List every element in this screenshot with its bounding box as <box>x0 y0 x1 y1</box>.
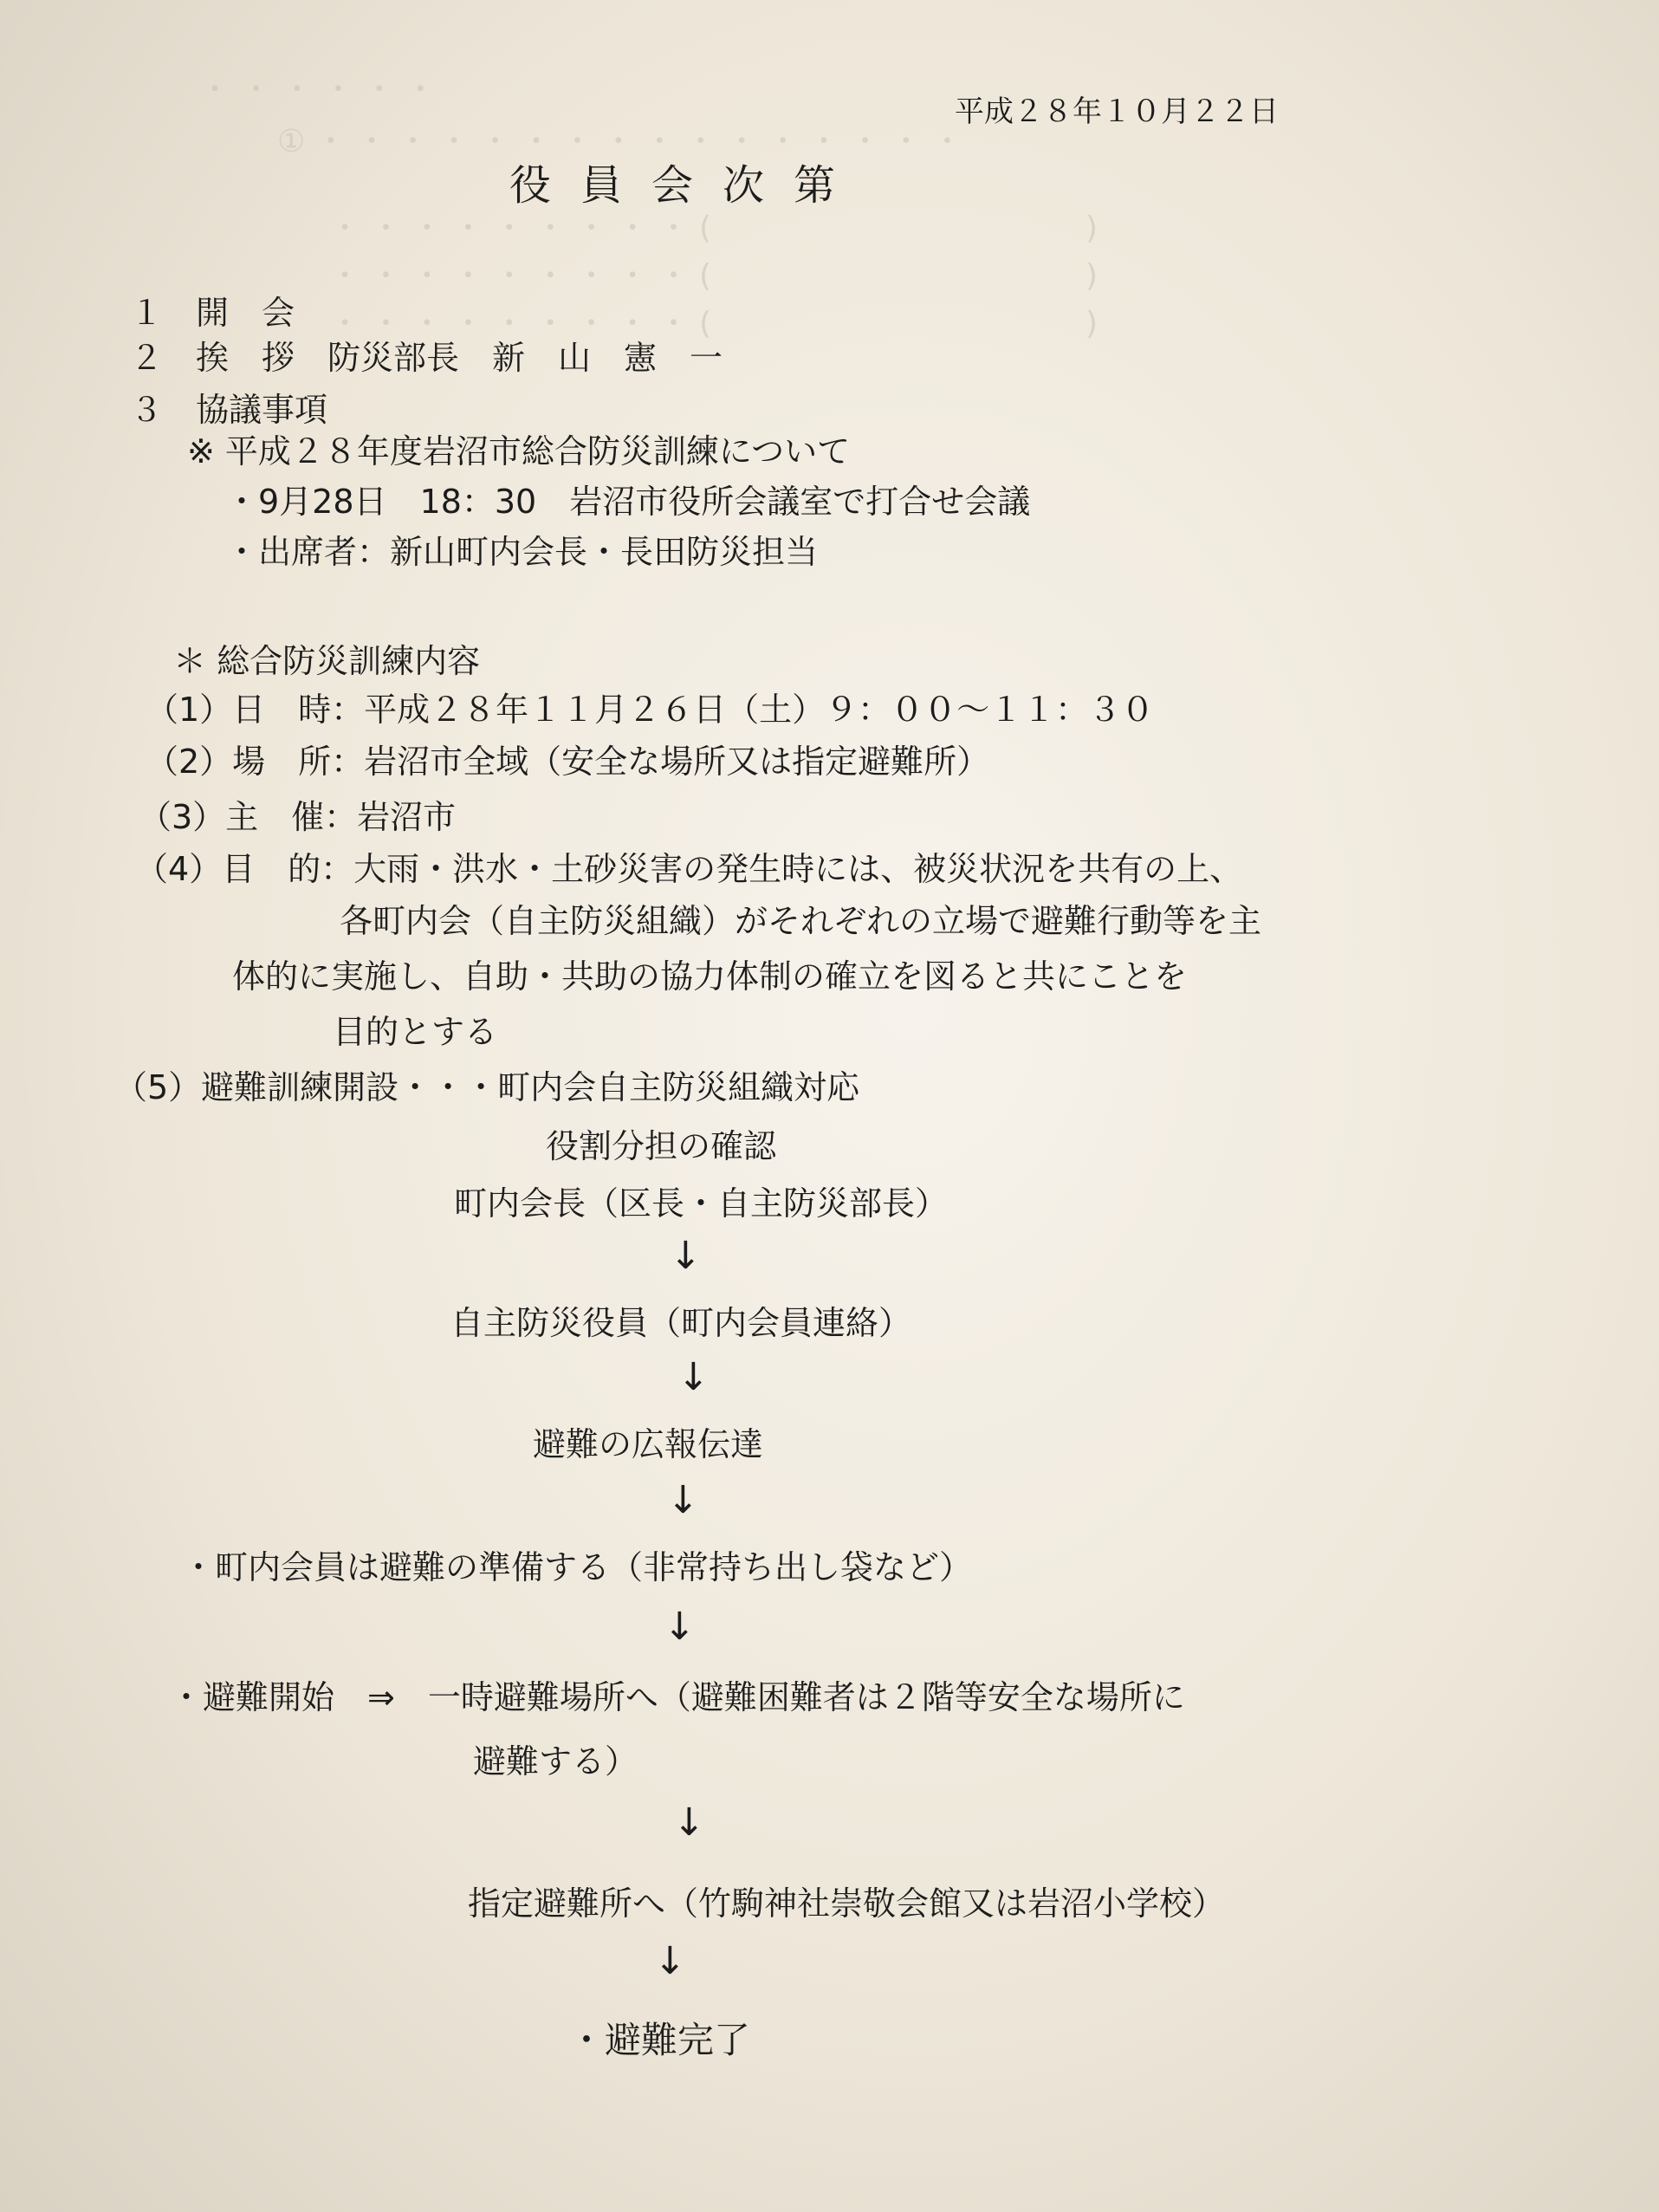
drill-place: （2）場 所：岩沼市全域（安全な場所又は指定避難所） <box>146 743 990 781</box>
flow-step-officers: 自主防災役員（町内会員連絡） <box>450 1304 912 1342</box>
flow-arrow-icon: ↓ <box>677 1355 710 1399</box>
bleed-through-text: ・ ・ ・ ・ ・ ・ ・ ・ ・ ( ) <box>329 258 1098 294</box>
flow-step-designated-shelter: 指定避難所へ（竹駒神社崇敬会館又は岩沼小学校） <box>468 1884 1226 1923</box>
drill-purpose-line1: （4）目 的：大雨・洪水・土砂災害の発生時には、被災状況を共有の上、 <box>135 850 1243 888</box>
drill-purpose-line2: 各町内会（自主防災組織）がそれぞれの立場で避難行動等を主 <box>340 902 1262 940</box>
document-date: 平成２８年１０月２２日 <box>955 94 1279 129</box>
flow-arrow-icon: ↓ <box>673 1800 705 1845</box>
bleed-through-text: ・ ・ ・ ・ ・ ・ ・ ・ ・ ( ) <box>329 306 1098 341</box>
agenda-item-discussion: ３ 協議事項 <box>130 391 328 429</box>
bleed-through-text: ① ・ ・ ・ ・ ・ ・ ・ ・ ・ ・ ・ ・ ・ ・ ・ ・ <box>277 124 963 159</box>
drill-heading: ＊ 総合防災訓練内容 <box>173 642 481 680</box>
agenda-item-opening: １ 開 会 <box>130 294 295 332</box>
flow-step-prepare: ・町内会員は避難の準備する（非常持ち出し袋など） <box>182 1548 973 1586</box>
drill-datetime: （1）日 時：平成２８年１１月２６日（土）９：００～１１：３０ <box>146 691 1155 729</box>
attendees-info: ・出席者：新山町内会長・長田防災担当 <box>225 533 819 571</box>
flow-step-complete: ・避難完了 <box>568 2019 751 2061</box>
flow-step-start-cont: 避難する） <box>473 1742 638 1781</box>
flow-arrow-icon: ↓ <box>664 1605 696 1649</box>
drill-host: （3）主 催：岩沼市 <box>139 798 457 836</box>
drill-evacuation-setup: （5）避難訓練開設・・・町内会自主防災組織対応 <box>114 1068 860 1106</box>
flow-roles-heading: 役割分担の確認 <box>546 1127 777 1165</box>
flow-arrow-icon: ↓ <box>654 1939 686 1983</box>
flow-arrow-icon: ↓ <box>670 1234 702 1278</box>
bleed-through-text: ・ ・ ・ ・ ・ ・ <box>199 72 437 107</box>
meeting-info: ・9月28日 18：30 岩沼市役所会議室で打合せ会議 <box>225 483 1031 521</box>
flow-arrow-icon: ↓ <box>667 1478 699 1522</box>
bleed-through-text: ・ ・ ・ ・ ・ ・ ・ ・ ・ ( ) <box>329 211 1098 246</box>
document-title: 役員会次第 <box>509 161 865 210</box>
flow-step-start: ・避難開始 ⇒ 一時避難場所へ（避難困難者は２階等安全な場所に <box>170 1678 1185 1716</box>
flow-step-town-chief: 町内会長（区長・自主防災部長） <box>454 1184 949 1223</box>
discussion-note: ※ 平成２８年度岩沼市総合防災訓練について <box>187 432 851 470</box>
flow-step-announcement: 避難の広報伝達 <box>533 1425 764 1463</box>
drill-purpose-line3: 体的に実施し、自助・共助の協力体制の確立を図ると共にことを <box>232 957 1188 996</box>
agenda-item-greeting: ２ 挨 拶 防災部長 新 山 憲 一 <box>130 339 723 377</box>
drill-purpose-line4: 目的とする <box>333 1013 498 1051</box>
